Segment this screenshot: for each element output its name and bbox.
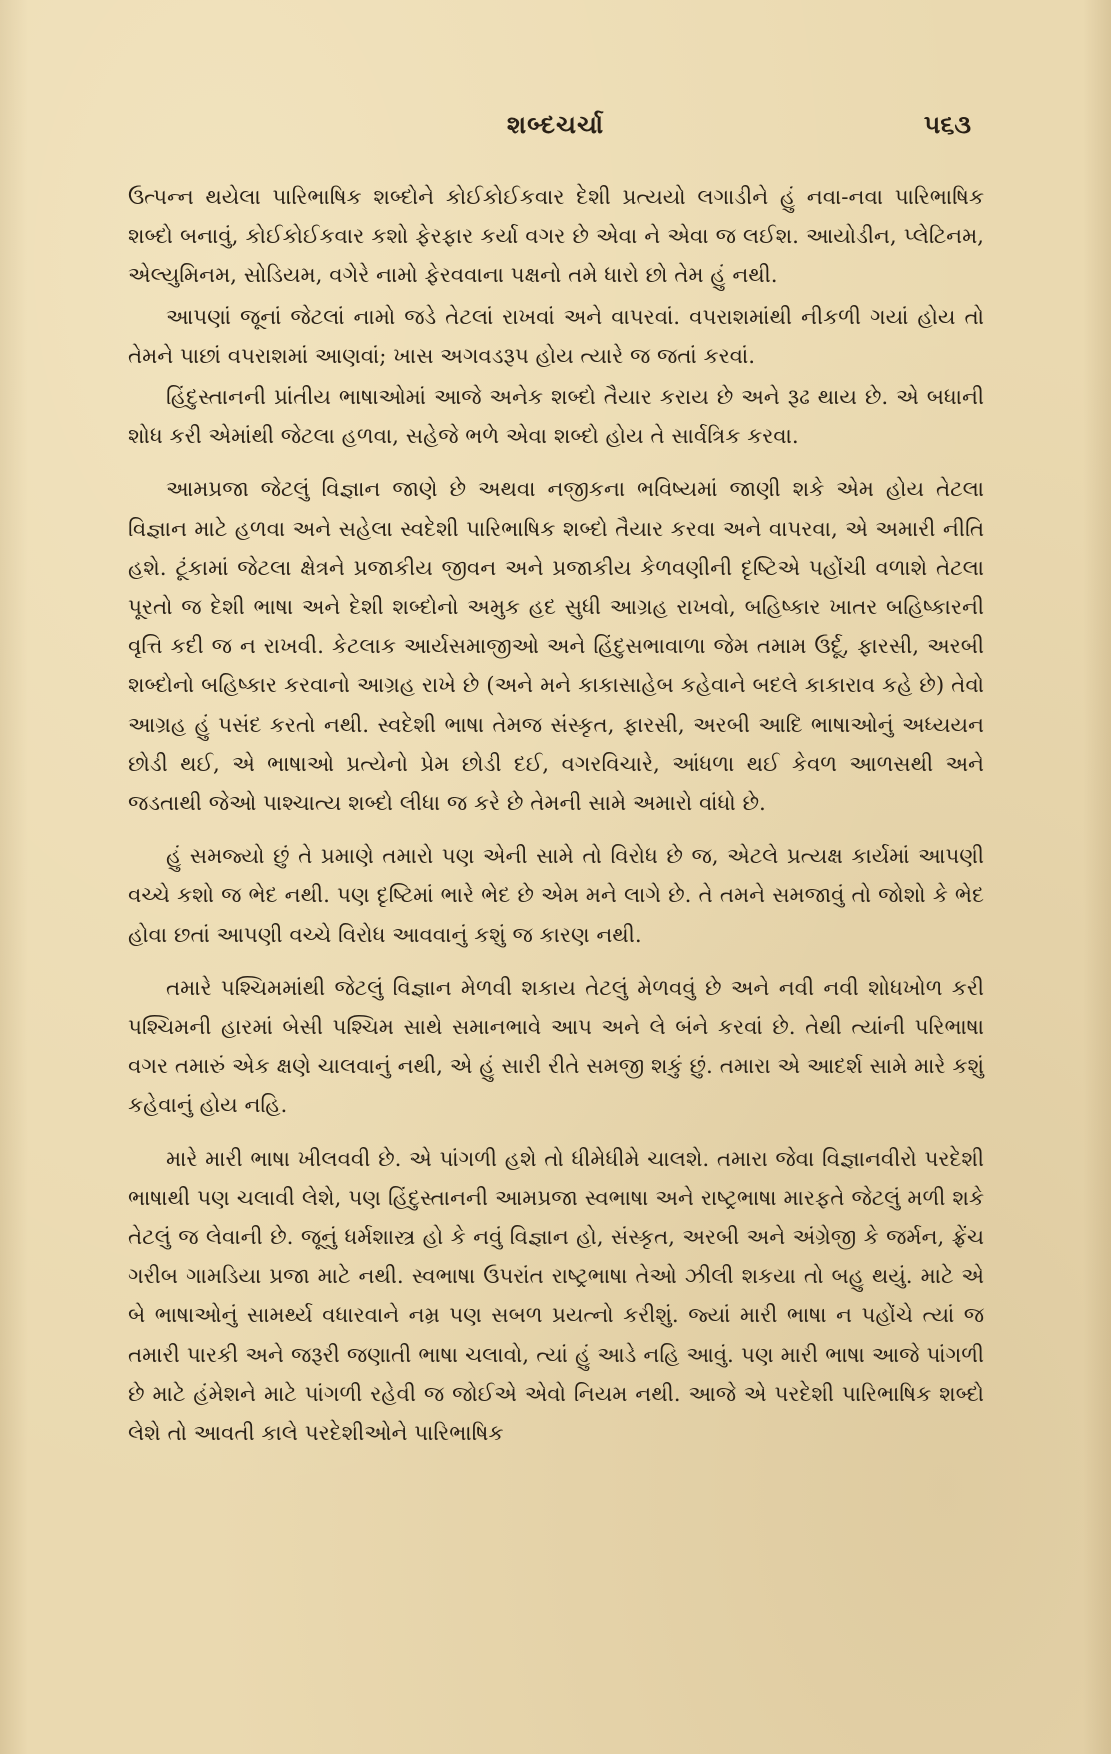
paragraph: મારે મારી ભાષા ખીલવવી છે. એ પાંગળી હશે તો ધીમેધીમે ચાલશે. તમારા જેવા વિજ્ઞાનવીરો પરદેશી ભાષાથી પણ ચલાવી લેશે, પણ હિંદુસ્તાનની આમપ્રજા સ્વભાષા અને રાષ્ટ્રભાષા મારફતે જેટલું મળી શકે તેટલું જ લેવાની છે. જૂનું ધર્મશાસ્ત્ર હો કે નવું વિજ્ઞાન હો, સંસ્કૃત, અરબી અને અંગ્રેજી કે જર્મન, ફ્રેંચ ગરીબ ગામડિયા પ્રજા માટે નથી. સ્વભાષા ઉપરાંત રાષ્ટ્રભાષા તેઓ ઝીલી શકયા તો બહુ થયું. માટે એ બે ભાષાઓનું સામર્થ્ય વધારવાને નમ્ર પણ સબળ પ્રયત્નો કરીશું. જ્યાં મારી ભાષા ન પહોંચે ત્યાં જ તમારી પારકી અને જરૂરી જણાતી ભાષા ચલાવો, ત્યાં હું આડે નહિ આવું. પણ મારી ભાષા આજે પાંગળી છે માટે હંમેશને માટે પાંગળી રહેવી જ જોઈએ એવો નિયમ નથી. આજે એ પરદેશી પારિભાષિક શબ્દો લેશે તો આવતી કાલે પરદેશીઓને પારિભાષિક bbox=[128, 1146, 984, 1447]
page-title: શબ્દચર્ચા bbox=[506, 110, 605, 139]
paragraph: આપણાં જૂનાં જેટલાં નામો જડે તેટલાં રાખવાં અને વાપરવાં. વપરાશમાંથી નીકળી ગયાં હોય તો તેમને પાછાં વપરાશમાં આણવાં; ખાસ અગવડરૂપ હોય ત્યારે જ જતાં કરવાં. bbox=[128, 304, 984, 369]
paragraph: આમપ્રજા જેટલું વિજ્ઞાન જાણે છે અથવા નજીકના ભવિષ્યમાં જાણી શકે એમ હોય તેટલા વિજ્ઞાન માટે હળવા અને સહેલા સ્વદેશી પારિભાષિક શબ્દો તૈયાર કરવા અને વાપરવા, એ અમારી નીતિ હશે. ટૂંકામાં જેટલા ક્ષેત્રને પ્રજાકીય જીવન અને પ્રજાકીય કેળવણીની દૃષ્ટિએ પહોંચી વળાશે તેટલા પૂરતો જ દેશી ભાષા અને દેશી શબ્દોનો અમુક હદ સુધી આગ્રહ રાખવો, બહિષ્કાર ખાતર બહિષ્કારની વૃત્તિ કદી જ ન રાખવી. કેટલાક આર્યસમાજીઓ અને હિંદુસભાવાળા જેમ તમામ ઉર્દૂ, ફારસી, અરબી શબ્દોનો બહિષ્કાર કરવાનો આગ્રહ રાખે છે (અને મને કાકાસાહેબ કહેવાને બદલે કાકારાવ કહે છે) તેવો આગ્રહ હું પસંદ કરતો નથી. સ્વદેશી ભાષા તેમજ સંસ્કૃત, ફારસી, અરબી આદિ ભાષાઓનું અધ્યયન છોડી થઈ, એ ભાષાઓ પ્રત્યેનો પ્રેમ છોડી દઈ, વગરવિચારે, આંધળા થઈ કેવળ આળસથી અને જડતાથી જેઓ પાશ્ચાત્ય શબ્દો લીધા જ કરે છે તેમની સામે અમારો વાંધો છે. bbox=[128, 477, 985, 817]
page-number: ૫૬૩ bbox=[923, 110, 971, 139]
paragraph: તમારે પશ્ચિમમાંથી જેટલું વિજ્ઞાન મેળવી શકાય તેટલું મેળવવું છે અને નવી નવી શોધખોળ કરી પશ્ચિમની હારમાં બેસી પશ્ચિમ સાથે સમાનભાવે આપ અને લે બંને કરવાં છે. તેથી ત્યાંની પરિભાષા વગર તમારું એક ક્ષણે ચાલવાનું નથી, એ હું સારી રીતે સમજી શકું છું. તમારા એ આદર્શ સામે મારે કશું કહેવાનું હોય નહિ. bbox=[128, 975, 984, 1119]
paragraph: હિંદુસ્તાનની પ્રાંતીય ભાષાઓમાં આજે અનેક શબ્દો તૈયાર કરાય છે અને રૂઢ થાય છે. એ બધાની શોધ કરી એમાંથી જેટલા હળવા, સહેજે ભળે એવા શબ્દો હોય તે સાર્વત્રિક કરવા. bbox=[128, 385, 984, 450]
paragraph: ઉત્પન્ન થયેલા પારિભાષિક શબ્દોને કોઈકોઈકવાર દેશી પ્રત્યયો લગાડીને હું નવા-નવા પારિભાષિક શબ્દો બનાવું, કોઈકોઈકવાર કશો ફેરફાર કર્યા વગર છે એવા ને એવા જ લઈશ. આયોડીન, પ્લેટિનમ, એલ્યુમિનમ, સોડિયમ, વગેરે નામો ફેરવવાના પક્ષનો તમે ધારો છો તેમ હું નથી. bbox=[128, 185, 984, 289]
paragraph: હું સમજ્યો છું તે પ્રમાણે તમારો પણ એની સામે તો વિરોધ છે જ, એટલે પ્રત્યક્ષ કાર્યમાં આપણી વચ્ચે કશો જ ભેદ નથી. પણ દૃષ્ટિમાં ભારે ભેદ છે એમ મને લાગે છે. તે તમને સમજાવું તો જોશો કે ભેદ હોવા છતાં આપણી વચ્ચે વિરોધ આવવાનું કશું જ કારણ નથી. bbox=[128, 844, 984, 948]
running-head bbox=[0, 110, 1111, 150]
body-text bbox=[128, 178, 984, 1467]
